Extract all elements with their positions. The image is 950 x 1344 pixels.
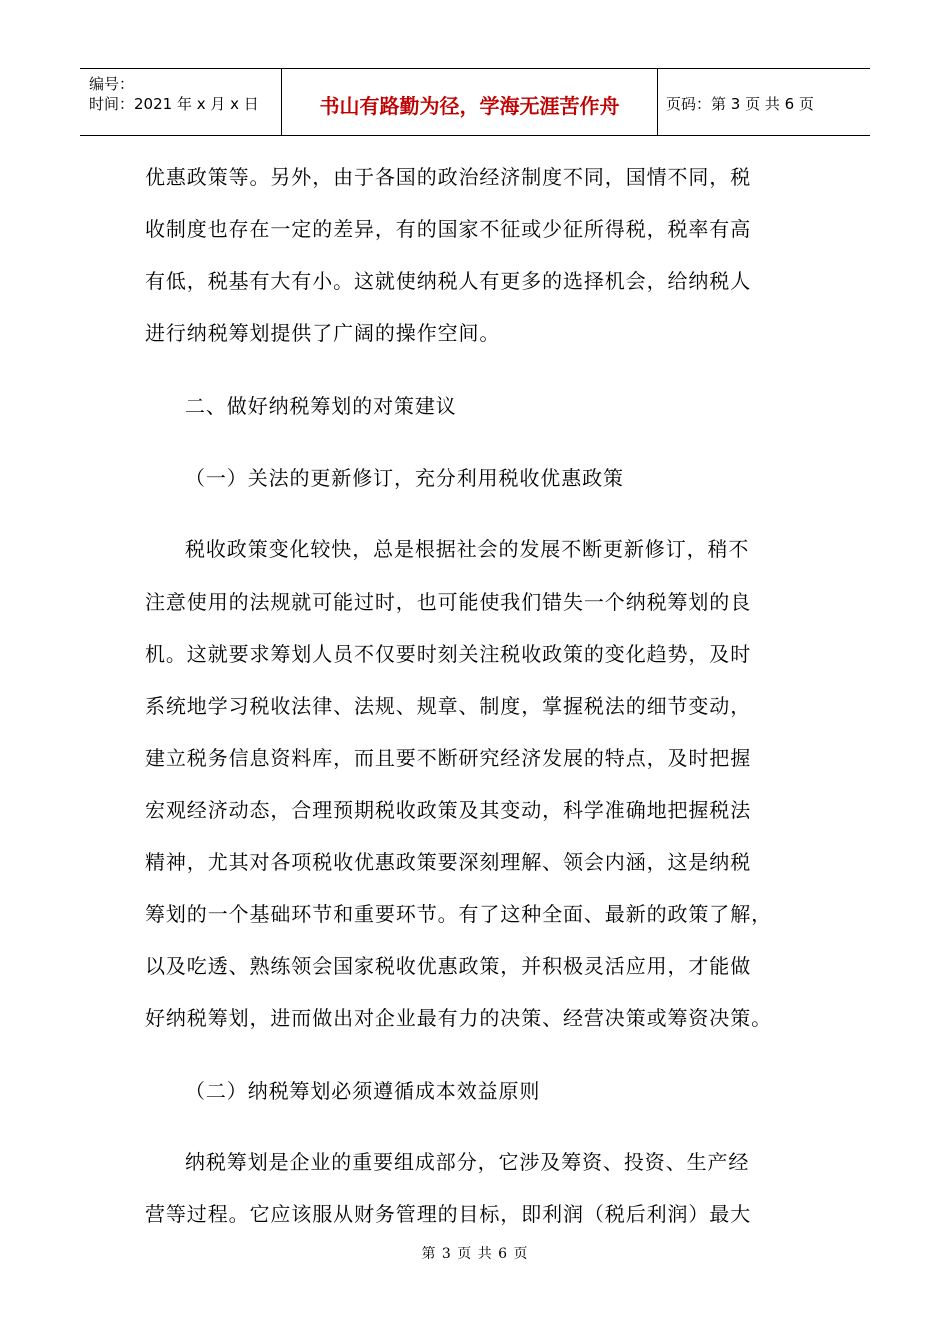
body-line: 机。这就要求筹划人员不仅要时刻关注税收政策的变化趋势，及时 — [145, 642, 752, 666]
body-line: 系统地学习税收法律、法规、规章、制度，掌握税法的细节变动， — [145, 694, 752, 718]
header-page-code: 页码：第 3 页 共 6 页 — [666, 94, 814, 113]
body-line: 有低，税基有大有小。这就使纳税人有更多的选择机会，给纳税人 — [145, 269, 752, 293]
body-line: 精神，尤其对各项税收优惠政策要深刻理解、领会内涵，这是纳税 — [145, 850, 752, 874]
subsection-heading: （一）关法的更新修订，充分利用税收优惠政策 — [185, 466, 624, 490]
section-heading: 二、做好纳税筹划的对策建议 — [185, 394, 457, 418]
body-line: 筹划的一个基础环节和重要环节。有了这种全面、最新的政策了解， — [145, 902, 772, 926]
subsection-heading: （二）纳税筹划必须遵循成本效益原则 — [185, 1079, 541, 1103]
body-line: 注意使用的法规就可能过时，也可能使我们错失一个纳税筹划的良 — [145, 590, 752, 614]
header-meta-cell — [80, 69, 282, 135]
body-line: 营等过程。它应该服从财务管理的目标，即利润（税后利润）最大 — [145, 1202, 752, 1226]
body-line: 优惠政策等。另外，由于各国的政治经济制度不同，国情不同，税 — [145, 165, 752, 189]
page-footer: 第 3 页 共 6 页 — [421, 1246, 529, 1262]
body-line: 建立税务信息资料库，而且要不断研究经济发展的特点，及时把握 — [145, 746, 752, 770]
document-time-label: 时间：2021 年 x 月 x 日 — [89, 95, 259, 113]
document-header — [80, 68, 870, 136]
header-motto: 书山有路勤为径，学海无涯苦作舟 — [282, 69, 658, 135]
body-line: 好纳税筹划，进而做出对企业最有力的决策、经营决策或筹资决策。 — [145, 1006, 772, 1030]
body-line: 收制度也存在一定的差异，有的国家不征或少征所得税，税率有高 — [145, 217, 752, 241]
body-line: 以及吃透、熟练领会国家税收优惠政策，并积极灵活应用，才能做 — [145, 954, 752, 978]
body-line: 税收政策变化较快，总是根据社会的发展不断更新修订，稍不 — [185, 537, 750, 561]
body-line: 宏观经济动态，合理预期税收政策及其变动，科学准确地把握税法 — [145, 798, 752, 822]
document-number-label: 编号： — [89, 75, 135, 93]
body-line: 纳税筹划是企业的重要组成部分，它涉及筹资、投资、生产经 — [185, 1150, 750, 1174]
body-line: 进行纳税筹划提供了广阔的操作空间。 — [145, 321, 501, 345]
